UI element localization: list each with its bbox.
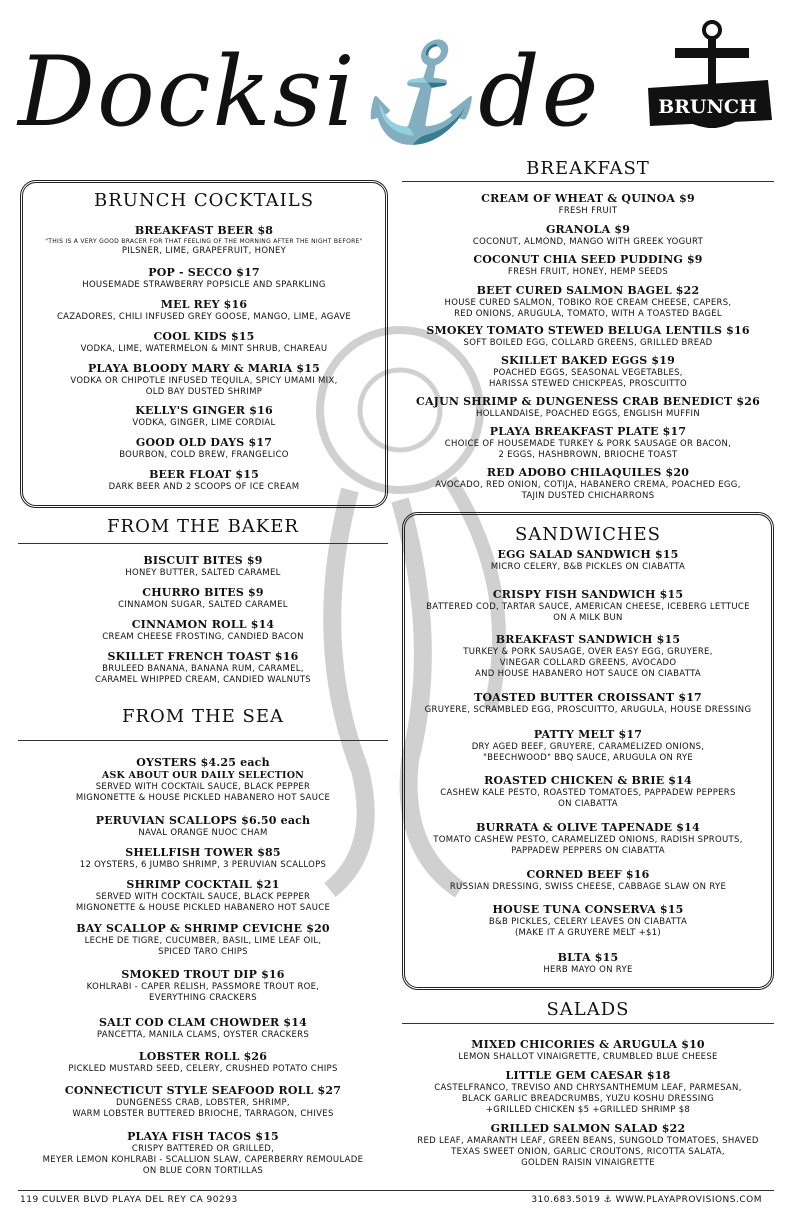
menu-item: CRISPY FISH SANDWICH $15 BATTERED COD, TARTAR SAUCE, AMERICAN CHEESE, ICEBERG LETTUCE ON A MILK BUN [426,588,750,623]
menu-item: CAJUN SHRIMP & DUNGENESS CRAB BENEDICT $26 HOLLANDAISE, POACHED EGGS, ENGLISH MUFFIN [415,395,760,419]
menu-item: KELLY'S GINGER $16 VODKA, GINGER, LIME CORDIAL [132,404,276,428]
menu-item: CINNAMON ROLL $14 CREAM CHEESE FROSTING, CANDIED BACON [102,618,304,642]
menu-item: CORNED BEEF $16 RUSSIAN DRESSING, SWISS CHEESE, CABBAGE SLAW ON RYE [449,868,727,892]
salads-rule [402,1023,774,1024]
salads-title: SALADS [546,999,630,1020]
sea-rule [18,740,388,741]
menu-item: PATTY MELT $17 DRY AGED BEEF, GRUYERE, CARAMELIZED ONIONS, "BEECHWOOD" BBQ SAUCE, ARUGULA ON RYE [471,728,705,763]
sea-title: FROM THE SEA [122,706,284,727]
brunch-cocktails-title: BRUNCH COCKTAILS [93,190,315,211]
menu-item: CREAM OF WHEAT & QUINOA $9 FRESH FRUIT [481,192,695,216]
menu-item: COOL KIDS $15 VODKA, LIME, WATERMELON & MINT SHRUB, CHAREAU [80,330,328,354]
menu-item: LITTLE GEM CAESAR $18 CASTELFRANCO, TREVISO AND CHRYSANTHEMUM LEAF, PARMESAN, BLACK GARLIC BREADCRUMBS, YUZU KOSHU DRESSING +GRILLED CHICKEN $5 +GRILLED SHRIMP $8 [434,1069,742,1115]
menu-item: SALT COD CLAM CHOWDER $14 PANCETTA, MANILA CLAMS, OYSTER CRACKERS [96,1016,310,1040]
menu-item: SKILLET FRENCH TOAST $16 BRULEED BANANA, BANANA RUM, CARAMEL, CARAMEL WHIPPED CREAM, CANDIED WALNUTS [94,650,312,685]
menu-item: BLTA $15 HERB MAYO ON RYE [543,951,633,975]
menu-item: GRANOLA $9 COCONUT, ALMOND, MANGO WITH GREEK YOGURT [472,223,704,247]
menu-item: BISCUIT BITES $9 HONEY BUTTER, SALTED CARAMEL [125,554,281,578]
menu-item: SHRIMP COCKTAIL $21 SERVED WITH COCKTAIL SAUCE, BLACK PEPPER MIGNONETTE & HOUSE PICKLED HABANERO HOT SAUCE [75,878,331,913]
footer-contact: 310.683.5019 ⚓ WWW.PLAYAPROVISIONS.COM [531,1195,762,1205]
menu-item: HOUSE TUNA CONSERVA $15 B&B PICKLES, CELERY LEAVES ON CIABATTA (MAKE IT A GRUYERE MELT +$1) [488,903,688,938]
menu-item: BEER FLOAT $15 DARK BEER AND 2 SCOOPS OF ICE CREAM [108,468,300,492]
dockside-logo: Docksi⚓de [18,36,601,148]
baker-rule [18,543,388,544]
menu-item: EGG SALAD SANDWICH $15 MICRO CELERY, B&B PICKLES ON CIABATTA [490,548,686,572]
breakfast-title: BREAKFAST [526,158,650,179]
menu-item: PERUVIAN SCALLOPS $6.50 each NAVAL ORANGE NUOC CHAM [95,814,311,838]
menu-item: LOBSTER ROLL $26 PICKLED MUSTARD SEED, CELERY, CRUSHED POTATO CHIPS [68,1050,338,1074]
badge-label: BRUNCH [658,96,757,118]
menu-item: PLAYA BREAKFAST PLATE $17 CHOICE OF HOUSEMADE TURKEY & PORK SAUSAGE OR BACON, 2 EGGS, HASHBROWN, BRIOCHE TOAST [444,425,732,460]
menu-item: PLAYA FISH TACOS $15 CRISPY BATTERED OR GRILLED, MEYER LEMON KOHLRABI - SCALLION SLAW, CAPERBERRY REMOULADE ON BLUE CORN TORTILLAS [42,1130,364,1176]
menu-item: OYSTERS $4.25 each ASK ABOUT OUR DAILY SELECTION SERVED WITH COCKTAIL SAUCE, BLACK PEPPER MIGNONETTE & HOUSE PICKLED HABANERO HOT SAUCE [75,756,331,803]
menu-item: SKILLET BAKED EGGS $19 POACHED EGGS, SEASONAL VEGETABLES, HARISSA STEWED CHICKPEAS, PROSCUITTO [488,354,688,389]
menu-item: SHELLFISH TOWER $85 12 OYSTERS, 6 JUMBO SHRIMP, 3 PERUVIAN SCALLOPS [79,846,327,870]
menu-item: BREAKFAST SANDWICH $15 TURKEY & PORK SAUSAGE, OVER EASY EGG, GRUYERE, VINEGAR COLLARD GREENS, AVOCADO AND HOUSE HABANERO HOT SAUCE ON CIABATTA [463,633,713,679]
menu-item: BEET CURED SALMON BAGEL $22 HOUSE CURED SALMON, TOBIKO ROE CREAM CHEESE, CAPERS, RED ONIONS, ARUGULA, TOMATO, WITH A TOASTED BAGEL [444,284,732,319]
sandwiches-title: SANDWICHES [514,524,662,545]
menu-item: CHURRO BITES $9 CINNAMON SUGAR, SALTED CARAMEL [118,586,288,610]
footer-address: 119 CULVER BLVD PLAYA DEL REY CA 90293 [20,1195,238,1205]
menu-item: BREAKFAST BEER $8 "THIS IS A VERY GOOD BRACER FOR THAT FEELING OF THE MORNING AFTER THE NIGHT BEFORE" PILSNER, LIME, GRAPEFRUIT, HONEY [45,224,363,256]
menu-item: BAY SCALLOP & SHRIMP CEVICHE $20 LECHE DE TIGRE, CUCUMBER, BASIL, LIME LEAF OIL, SPICED TARO CHIPS [76,922,330,957]
menu-item: SMOKEY TOMATO STEWED BELUGA LENTILS $16 SOFT BOILED EGG, COLLARD GREENS, GRILLED BREAD [426,324,750,348]
menu-item: CONNECTICUT STYLE SEAFOOD ROLL $27 DUNGENESS CRAB, LOBSTER, SHRIMP, WARM LOBSTER BUTTERED BRIOCHE, TARRAGON, CHIVES [64,1084,342,1119]
baker-title: FROM THE BAKER [107,516,299,537]
anchor-icon [640,18,775,148]
menu-item: SMOKED TROUT DIP $16 KOHLRABI - CAPER RELISH, PASSMORE TROUT ROE, EVERYTHING CRACKERS [86,968,320,1003]
menu-item: GOOD OLD DAYS $17 BOURBON, COLD BREW, FRANGELICO [119,436,289,460]
menu-item: ROASTED CHICKEN & BRIE $14 CASHEW KALE PESTO, ROASTED TOMATOES, PAPPADEW PEPPERS ON CIABATTA [440,774,736,809]
brunch-badge [640,18,775,148]
menu-item: BURRATA & OLIVE TAPENADE $14 TOMATO CASHEW PESTO, CARAMELIZED ONIONS, RADISH SPROUTS, PAPPADEW PEPPERS ON CIABATTA [433,821,743,856]
menu-item: RED ADOBO CHILAQUILES $20 AVOCADO, RED ONION, COTIJA, HABANERO CREMA, POACHED EGG, TAJIN DUSTED CHICHARRONS [435,466,741,501]
menu-item: TOASTED BUTTER CROISSANT $17 GRUYERE, SCRAMBLED EGG, PROSCUITTO, ARUGULA, HOUSE DRESSING [424,691,752,715]
menu-item: MIXED CHICORIES & ARUGULA $10 LEMON SHALLOT VINAIGRETTE, CRUMBLED BLUE CHEESE [458,1038,718,1062]
menu-item: GRILLED SALMON SALAD $22 RED LEAF, AMARANTH LEAF, GREEN BEANS, SUNGOLD TOMATOES, SHAVED TEXAS SWEET ONION, GARLIC CROUTONS, RICOTTA SALATA, GOLDEN RAISIN VINAIGRETTE [417,1122,759,1168]
footer-rule [18,1190,774,1191]
menu-item: COCONUT CHIA SEED PUDDING $9 FRESH FRUIT, HONEY, HEMP SEEDS [473,253,703,277]
menu-item: POP - SECCO $17 HOUSEMADE STRAWBERRY POPSICLE AND SPARKLING [82,266,326,290]
menu-item: MEL REY $16 CAZADORES, CHILI INFUSED GREY GOOSE, MANGO, LIME, AGAVE [56,298,352,322]
menu-item: PLAYA BLOODY MARY & MARIA $15 VODKA OR CHIPOTLE INFUSED TEQUILA, SPICY UMAMI MIX, OLD BAY DUSTED SHRIMP [70,362,338,397]
breakfast-rule [402,181,774,182]
